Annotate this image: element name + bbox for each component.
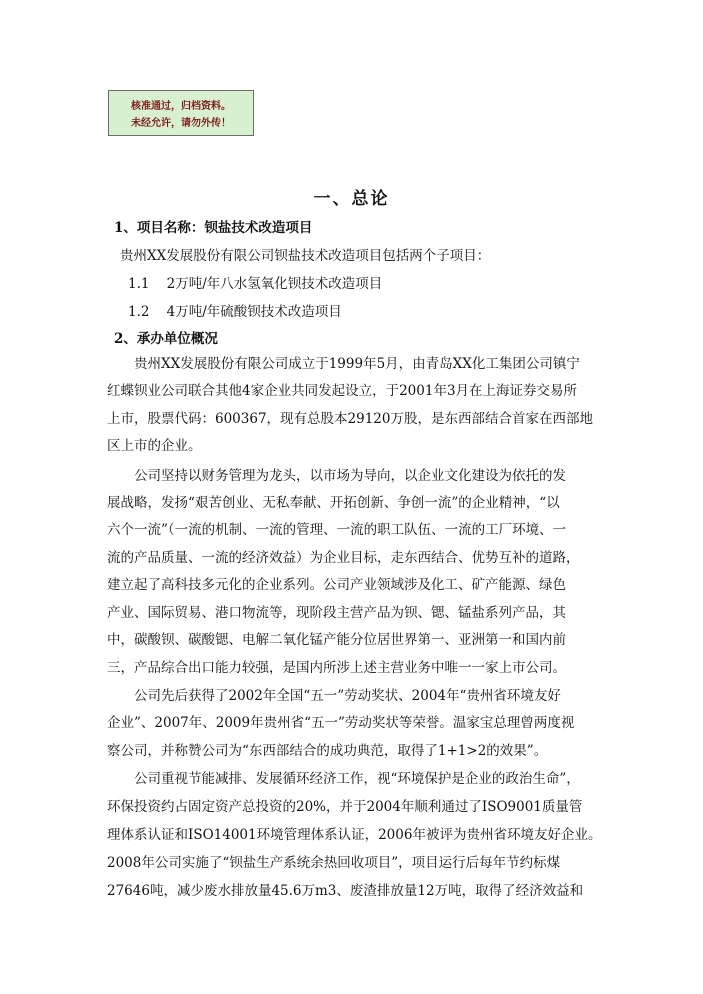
body-line: 中，碳酸钡、碳酸锶、电解二氧化锰产能分位居世界第一、亚洲第一和国内前 xyxy=(107,632,566,648)
body-line: 区上市的企业。 xyxy=(107,438,202,454)
chapter-heading: 一、总论 xyxy=(313,189,390,209)
body-line: 公司重视节能减排、发展循环经济工作，视“环境保护是企业的政治生命”， xyxy=(134,771,580,787)
confidential-notice-box xyxy=(108,90,254,136)
body-line: 环保投资约占固定资产总投资的20%，并于2004年顺利通过了ISO9001质量管 xyxy=(107,799,583,815)
body-line: 公司坚持以财务管理为龙头，以市场为导向，以企业文化建设为依托的发 xyxy=(134,468,566,484)
section-1-title: 1、项目名称：钡盐技术改造项目 xyxy=(114,220,313,236)
body-line: 察公司，并称赞公司为“东西部结合的成功典范，取得了1+1>2的效果”。 xyxy=(107,743,548,759)
body-line: 企业”、2007年、2009年贵州省“五一”劳动奖状等荣誉。温家宝总理曾两度视 xyxy=(107,715,575,731)
section-1-intro: 贵州XX发展股份有限公司钡盐技术改造项目包括两个子项目： xyxy=(120,248,491,264)
body-line: 公司先后获得了2002年全国“五一”劳动奖状、2004年“贵州省环境友好 xyxy=(134,688,561,704)
notice-line-2: 未经允许，请勿外传！ xyxy=(131,118,231,129)
notice-line-1: 核准通过，归档资料。 xyxy=(131,101,231,112)
body-line: 流的产品质量、一流的经济效益）为企业目标，走东西结合、优势互补的道路， xyxy=(107,550,580,566)
section-2-title: 2、承办单位概况 xyxy=(114,331,218,347)
body-line: 上市，股票代码：600367，现有总股本29120万股，是东西部结合首家在西部地 xyxy=(107,411,593,427)
body-line: 2008年公司实施了“钡盐生产系统余热回收项目”，项目运行后每年节约标煤 xyxy=(107,855,561,871)
body-line: 产业、国际贸易、港口物流等，现阶段主营产品为钡、锶、锰盐系列产品，其 xyxy=(107,605,566,621)
body-line: 27646吨，减少废水排放量45.6万m3、废渣排放量12万吨，取得了经济效益和 xyxy=(107,883,584,899)
body-line: 展战略，发扬“艰苦创业、无私奉献、开拓创新、争创一流”的企业精神，“以 xyxy=(107,495,560,511)
body-line: 贵州XX发展股份有限公司成立于1999年5月，由青岛XX化工集团公司镇宁 xyxy=(134,356,580,372)
body-line: 六个一流”（一流的机制、一流的管理、一流的职工队伍、一流的工厂环境、一 xyxy=(107,522,567,538)
body-line: 三，产品综合出口能力较强，是国内所涉上述主营业务中唯一一家上市公司。 xyxy=(107,660,566,676)
sub-project-2: 1.2 4万吨/年硫酸钡技术改造项目 xyxy=(128,304,342,320)
body-line: 红蝶钡业公司联合其他4家企业共同发起设立，于2001年3月在上海证券交易所 xyxy=(107,383,578,399)
sub-project-1: 1.1 2万吨/年八水氢氧化钡技术改造项目 xyxy=(128,276,383,292)
body-line: 建立起了高科技多元化的企业系列。公司产业领域涉及化工、矿产能源、绿色 xyxy=(107,577,566,593)
body-line: 理体系认证和ISO14001环境管理体系认证，2006年被评为贵州省环境友好企业。 xyxy=(107,827,602,843)
